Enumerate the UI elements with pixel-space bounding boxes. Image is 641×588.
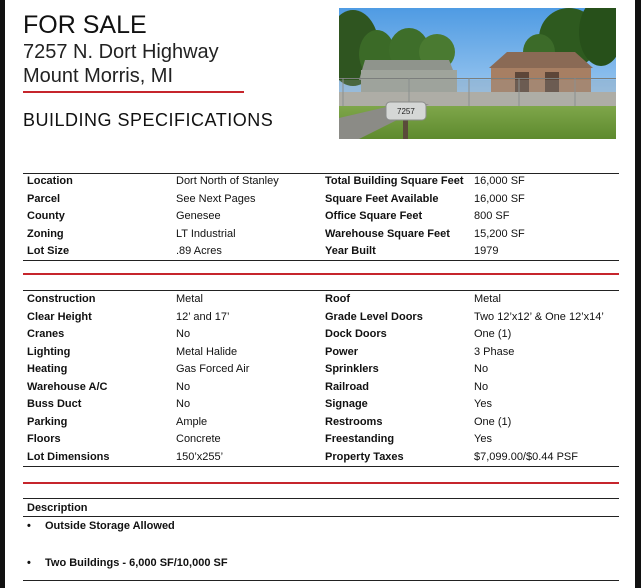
spec-value: $7,099.00/$0.44 PSF (474, 450, 578, 463)
spec-label: Zoning (27, 227, 64, 240)
table-row (23, 208, 619, 225)
spec-label: Floors (27, 433, 61, 445)
table-row (23, 326, 619, 343)
spec-value: No (176, 380, 191, 393)
table-row (23, 226, 619, 243)
spec-label: Cranes (27, 328, 65, 340)
page-title: FOR SALE (23, 11, 147, 39)
table-row (23, 431, 619, 448)
spec-value: Concrete (176, 433, 221, 445)
title-divider (23, 91, 244, 93)
table-row (23, 309, 619, 326)
spec-label: Property Taxes (325, 450, 404, 463)
section-divider-1 (23, 273, 619, 275)
description-header-border (23, 516, 619, 517)
spec-label: Clear Height (27, 310, 92, 323)
spec-value: Ample (176, 415, 208, 428)
description-bullet: • Outside Storage Allowed (27, 520, 175, 532)
spec-label: Buss Duct (27, 398, 82, 410)
table-row (23, 173, 619, 190)
table2-bottom-border (23, 466, 619, 467)
spec-value: Metal (176, 293, 203, 305)
bullet-dot-icon: • (27, 520, 31, 532)
spec-value: LT Industrial (176, 227, 236, 240)
spec-label: Lot Dimensions (27, 450, 110, 463)
spec-label: Total Building Square Feet (325, 175, 464, 187)
section-title: BUILDING SPECIFICATIONS (23, 110, 274, 130)
spec-value: No (176, 328, 191, 340)
spec-value: One (1) (474, 415, 512, 428)
document-page (5, 0, 635, 588)
spec-value: Gas Forced Air (176, 363, 250, 375)
spec-value: 3 Phase (474, 345, 515, 358)
table-row (23, 396, 619, 413)
spec-value: Genesee (176, 210, 221, 222)
spec-value: 16,000 SF (474, 192, 525, 205)
spec-label: Sprinklers (325, 363, 379, 375)
spec-value: 1979 (474, 245, 499, 257)
spec-label: Parcel (27, 192, 61, 205)
spec-value: No (474, 380, 489, 393)
spec-value: See Next Pages (176, 192, 256, 205)
property-photo-image (339, 8, 616, 139)
spec-label: Office Square Feet (325, 210, 423, 222)
spec-label: Signage (325, 398, 368, 410)
address-line-1: 7257 N. Dort Highway (23, 41, 219, 63)
table-row (23, 191, 619, 208)
spec-label: Grade Level Doors (325, 310, 423, 323)
spec-value: 12’ and 17’ (176, 310, 230, 323)
spec-label: Freestanding (325, 433, 395, 445)
section-divider-2 (23, 482, 619, 484)
mailbox-number: 7257 (397, 107, 415, 116)
table-row (23, 291, 619, 308)
spec-value: Yes (474, 398, 492, 410)
spec-value: 16,000 SF (474, 175, 525, 187)
spec-label: Railroad (325, 380, 370, 393)
table-row (23, 414, 619, 431)
spec-value: Metal (474, 293, 501, 305)
spec-label: Restrooms (325, 415, 383, 428)
spec-value: 800 SF (474, 210, 510, 222)
spec-value: Dort North of Stanley (176, 175, 279, 187)
description-top-border (23, 498, 619, 499)
spec-label: Location (27, 175, 73, 187)
table1-bottom-border (23, 260, 619, 261)
table-row (23, 243, 619, 260)
bullet-dot-icon: • (27, 557, 31, 569)
spec-label: Parking (27, 415, 68, 428)
spec-label: Dock Doors (325, 328, 387, 340)
property-photo (339, 8, 616, 139)
spec-value: One (1) (474, 328, 512, 340)
spec-label: Square Feet Available (325, 192, 439, 205)
spec-value: .89 Acres (176, 245, 222, 257)
table-row (23, 379, 619, 396)
table-row (23, 361, 619, 378)
spec-label: Year Built (325, 245, 376, 257)
spec-value: No (176, 398, 191, 410)
spec-value: No (474, 363, 489, 375)
table-row (23, 344, 619, 361)
spec-value: 150’x255’ (176, 450, 224, 463)
description-bullet: • Two Buildings - 6,000 SF/10,000 SF (27, 557, 228, 569)
description-title: Description (27, 502, 88, 514)
spec-value: Metal Halide (176, 345, 238, 358)
spec-label: Power (325, 345, 359, 358)
spec-label: Lighting (27, 345, 71, 358)
spec-value: Yes (474, 433, 492, 445)
spec-value: 15,200 SF (474, 227, 525, 240)
spec-label: Roof (325, 293, 351, 305)
description-bottom-border (23, 580, 619, 581)
address-line-2: Mount Morris, MI (23, 65, 174, 87)
table-row (23, 449, 619, 466)
spec-label: County (27, 210, 65, 222)
spec-label: Warehouse Square Feet (325, 227, 450, 240)
spec-label: Warehouse A/C (27, 380, 108, 393)
spec-label: Construction (27, 293, 96, 305)
spec-label: Lot Size (27, 245, 70, 257)
spec-label: Heating (27, 363, 68, 375)
spec-value: Two 12’x12’ & One 12’x14’ (474, 310, 604, 323)
